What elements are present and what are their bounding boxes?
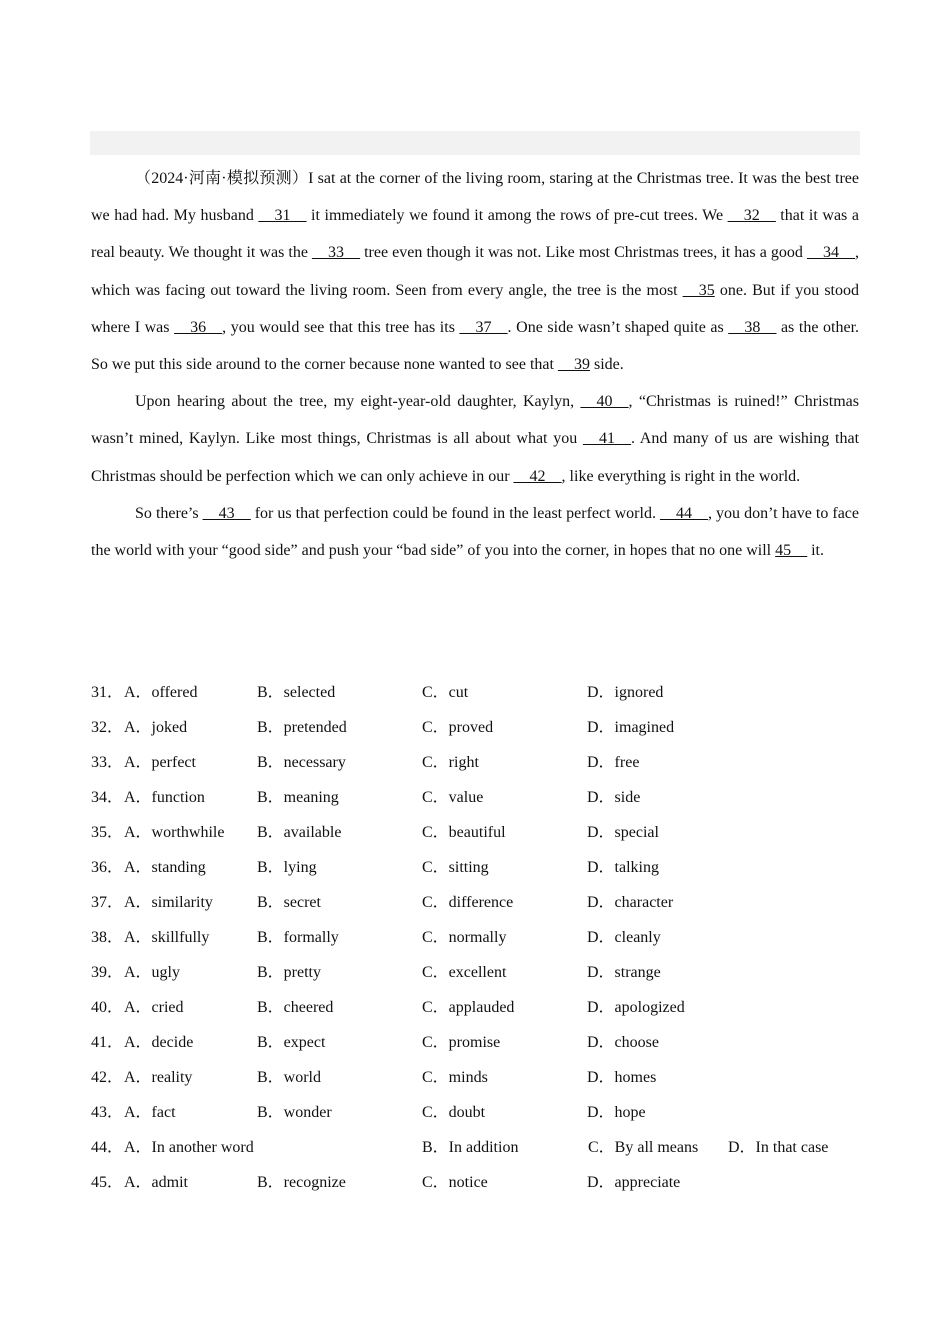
option-b: B．necessary: [257, 754, 346, 771]
option-d: D．free: [587, 754, 640, 771]
passage-text: , which was facing out toward the living room. Seen from every angle, the tree is the most: [91, 244, 859, 299]
question-number: 32．: [91, 719, 124, 736]
question-row-32: [91, 710, 859, 745]
blank-33: __33__: [312, 244, 361, 262]
option-a: A．ugly: [124, 964, 181, 981]
question-number: 34．: [91, 789, 124, 806]
question-number: 40．: [91, 999, 124, 1016]
option-c: C．beautiful: [422, 824, 506, 841]
option-a: A．skillfully: [124, 929, 210, 946]
question-row-31: [91, 675, 859, 710]
option-b: B．world: [257, 1069, 322, 1086]
option-a: A．In another word: [124, 1139, 254, 1156]
option-a: A．perfect: [124, 754, 196, 771]
option-b: B．pretty: [257, 964, 321, 981]
question-row-44: [91, 1130, 859, 1165]
option-a: A．decide: [124, 1034, 194, 1051]
option-d: D．choose: [587, 1034, 659, 1051]
question-row-38: [91, 920, 859, 955]
question-row-42: [91, 1060, 859, 1095]
option-d: D．cleanly: [587, 929, 661, 946]
option-c: C．By all means: [588, 1139, 699, 1156]
blank-39: __39: [557, 356, 590, 374]
option-a: A．admit: [124, 1174, 188, 1191]
blank-37: __37__: [459, 318, 508, 336]
option-b: B．cheered: [257, 999, 334, 1016]
question-row-39: [91, 955, 859, 990]
option-c: C．doubt: [422, 1104, 486, 1121]
option-c: C．right: [422, 754, 479, 771]
option-d: D．character: [587, 894, 674, 911]
passage-text: , you would see that this tree has its: [222, 318, 460, 336]
question-number: 31．: [91, 684, 124, 701]
blank-32: __32__: [727, 207, 776, 225]
blank-31: __31__: [258, 207, 307, 225]
passage-text: . One side wasn’t shaped quite as: [507, 318, 729, 336]
option-c: C．cut: [422, 684, 469, 701]
passage-text: side.: [589, 356, 624, 374]
question-number: 44．: [91, 1139, 124, 1156]
passage-text: it.: [807, 542, 824, 560]
option-b: B．formally: [257, 929, 339, 946]
option-d: D．apologized: [587, 999, 685, 1016]
option-d: D．strange: [587, 964, 661, 981]
blank-45: 45__: [775, 542, 808, 560]
option-c: C．promise: [422, 1034, 501, 1051]
passage-text: I sat at the corner of the living room, staring at the Christmas tree. It was the best tree we had had. My husband: [91, 170, 859, 225]
options-list: [91, 675, 859, 1200]
question-row-35: [91, 815, 859, 850]
option-b: B．lying: [257, 859, 317, 876]
option-b: B．meaning: [257, 789, 339, 806]
option-d: D．talking: [587, 859, 659, 876]
option-b: B．pretended: [257, 719, 347, 736]
question-number: 33．: [91, 754, 124, 771]
option-c: C．applauded: [422, 999, 515, 1016]
blank-43: __43__: [202, 504, 251, 522]
option-d: D．homes: [587, 1069, 657, 1086]
passage-text: , “Christmas is ruined!” Christmas wasn’t mined, Kaylyn. Like most things, Christmas is all about what you: [91, 393, 860, 448]
option-d: D．special: [587, 824, 659, 841]
option-a: A．reality: [124, 1069, 193, 1086]
option-c: C．proved: [422, 719, 494, 736]
paragraph-3: [91, 495, 859, 569]
passage-text: . And many of us are wishing that Christmas should be perfection which we can only achieve in our: [91, 430, 860, 485]
option-d: D．side: [587, 789, 641, 806]
cloze-passage: [91, 160, 859, 569]
blank-34: __34__: [807, 244, 855, 262]
question-number: 42．: [91, 1069, 124, 1086]
passage-text: that it was a real beauty. We thought it was the: [91, 207, 859, 262]
option-d: D．In that case: [728, 1139, 829, 1156]
question-number: 41．: [91, 1034, 124, 1051]
option-c: C．notice: [422, 1174, 488, 1191]
option-b: B．recognize: [257, 1174, 346, 1191]
passage-text: for us that perfection could be found in the least perfect world.: [250, 504, 660, 522]
question-number: 35．: [91, 824, 124, 841]
option-b: B．expect: [257, 1034, 326, 1051]
question-number: 39．: [91, 964, 124, 981]
option-a: A．function: [124, 789, 205, 806]
option-c: C．minds: [422, 1069, 488, 1086]
option-c: C．difference: [422, 894, 514, 911]
option-b: B．secret: [257, 894, 321, 911]
question-row-34: [91, 780, 859, 815]
blank-40: __40__: [580, 393, 629, 411]
option-c: C．value: [422, 789, 484, 806]
blank-35: __35: [682, 281, 715, 299]
question-number: 38．: [91, 929, 124, 946]
option-d: D．imagined: [587, 719, 675, 736]
passage-text: it immediately we found it among the rows of pre-cut trees. We: [306, 207, 728, 225]
question-row-40: [91, 990, 859, 1025]
passage-text: , you don’t have to face the world with your “good side” and push your “bad side” of you into the corner, in hopes that no one will: [91, 504, 859, 560]
option-a: A．offered: [124, 684, 198, 701]
question-row-33: [91, 745, 859, 780]
blank-38: __38__: [728, 318, 777, 336]
option-a: A．worthwhile: [124, 824, 225, 841]
option-a: A．standing: [124, 859, 206, 876]
option-b: B．wonder: [257, 1104, 332, 1121]
question-row-45: [91, 1165, 859, 1200]
option-d: D．hope: [587, 1104, 646, 1121]
option-d: D．appreciate: [587, 1174, 681, 1191]
option-a: A．cried: [124, 999, 184, 1016]
passage-text: as the other. So we put this side around to the corner because none wanted to see that: [91, 318, 860, 374]
question-row-41: [91, 1025, 859, 1060]
option-b: B．available: [257, 824, 342, 841]
question-row-37: [91, 885, 859, 920]
paragraph-2: [91, 383, 859, 495]
option-a: A．fact: [124, 1104, 176, 1121]
passage-text: one. But if you stood where I was: [91, 281, 860, 336]
blank-44: __44__: [660, 504, 708, 522]
passage-text: So there’s: [135, 504, 203, 522]
question-row-36: [91, 850, 859, 885]
option-d: D．ignored: [587, 684, 664, 701]
passage-text: , like everything is right in the world.: [561, 467, 801, 485]
option-c: C．sitting: [422, 859, 489, 876]
blank-36: __36__: [174, 318, 223, 336]
blank-41: __41__: [582, 430, 631, 448]
option-b: B．In addition: [422, 1139, 519, 1156]
paragraph-1: [91, 160, 859, 383]
question-row-43: [91, 1095, 859, 1130]
option-b: B．selected: [257, 684, 336, 701]
passage-text: Upon hearing about the tree, my eight-year-old daughter, Kaylyn,: [135, 393, 581, 411]
option-c: C．excellent: [422, 964, 507, 981]
option-c: C．normally: [422, 929, 507, 946]
option-a: A．similarity: [124, 894, 213, 911]
question-number: 37．: [91, 894, 124, 911]
source-label: （2024·河南·模拟预测）: [135, 170, 309, 187]
question-number: 45．: [91, 1174, 124, 1191]
blank-42: __42__: [513, 467, 562, 485]
header-bar: [90, 131, 860, 155]
passage-text: tree even though it was not. Like most Christmas trees, it has a good: [360, 244, 807, 262]
question-number: 36．: [91, 859, 124, 876]
option-a: A．joked: [124, 719, 188, 736]
question-number: 43．: [91, 1104, 124, 1121]
